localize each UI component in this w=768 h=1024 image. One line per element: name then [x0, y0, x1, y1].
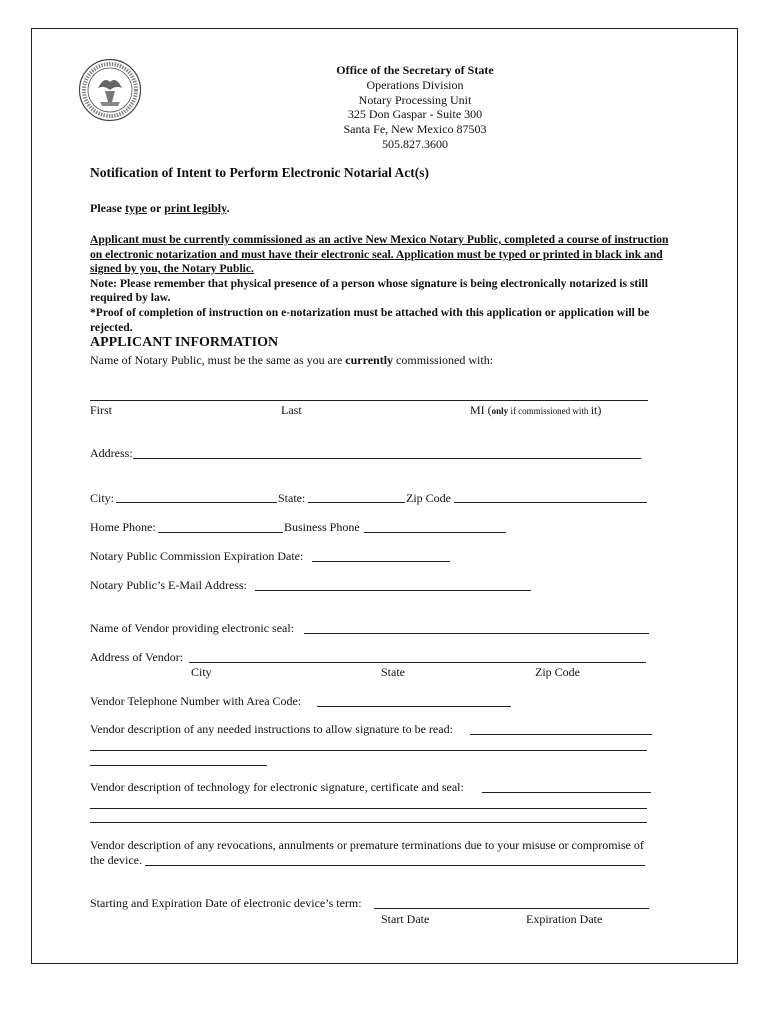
- device-term-label: Starting and Expiration Date of electronic device’s term:: [90, 896, 362, 910]
- please-type-instruction: [90, 201, 229, 216]
- section-title: APPLICANT INFORMATION: [90, 335, 279, 350]
- expiration-date-label: Expiration Date: [526, 912, 603, 926]
- middle-initial-label: [470, 403, 601, 418]
- mi-label-small: if commissioned with: [508, 406, 591, 416]
- vendor-revocations-label: Vendor description of any revocations, annulments or premature terminations due to your misuse or compromise of: [90, 838, 644, 852]
- home-phone-label: Home Phone:: [90, 520, 156, 534]
- expiration-label: Notary Public Commission Expiration Date:: [90, 549, 304, 563]
- business-phone-field[interactable]: [364, 532, 506, 533]
- mi-label-only: only: [491, 406, 509, 416]
- address-label: Address:: [90, 446, 133, 460]
- email-field[interactable]: [255, 590, 531, 591]
- zip-label: Zip Code: [406, 491, 451, 505]
- notice-proof: *Proof of completion of instruction on e-notarization must be attached with this application or application will be rejected.: [90, 305, 650, 334]
- city-address: Santa Fe, New Mexico 87503: [343, 122, 487, 137]
- name-instruction: [90, 353, 493, 368]
- applicant-notice: [90, 233, 680, 335]
- vendor-zip-label: Zip Code: [535, 665, 580, 679]
- division-name: Operations Division: [366, 77, 464, 92]
- mi-label-start: MI (: [470, 403, 492, 417]
- please-pre: Please: [90, 201, 122, 215]
- address-field[interactable]: [133, 458, 641, 459]
- name-instruction-post: commissioned with:: [393, 353, 494, 367]
- office-phone: 505.827.3600: [382, 136, 448, 151]
- vendor-phone-label: Vendor Telephone Number with Area Code:: [90, 694, 302, 708]
- device-term-field[interactable]: [374, 908, 649, 909]
- vendor-name-label: Name of Vendor providing electronic seal:: [90, 621, 295, 635]
- vendor-technology-line-2[interactable]: [90, 808, 647, 809]
- mi-label-end: it): [590, 403, 602, 417]
- vendor-revocations-label-2: the device.: [90, 853, 142, 867]
- name-instruction-bold: currently: [345, 353, 394, 367]
- business-phone-label: Business Phone: [284, 520, 360, 534]
- city-field[interactable]: [116, 502, 277, 503]
- please-type: type: [125, 201, 147, 215]
- vendor-technology-label: Vendor description of technology for electronic signature, certificate and seal:: [90, 780, 464, 794]
- unit-name: Notary Processing Unit: [358, 92, 472, 107]
- notice-requirements: Applicant must be currently commissioned as an active New Mexico Notary Public, completed a course of instruction on electronic notarization and must have their electronic seal. Application must be typed or printed in black ink and signed by you, the Notary Public.: [90, 233, 669, 276]
- state-seal-icon: [78, 58, 142, 122]
- vendor-city-label: City: [191, 665, 212, 679]
- vendor-technology-line-3[interactable]: [90, 822, 647, 823]
- state-field[interactable]: [308, 502, 405, 503]
- street-address: 325 Don Gaspar - Suite 300: [347, 107, 483, 122]
- vendor-state-label: State: [381, 665, 405, 679]
- state-label: State:: [278, 491, 306, 505]
- office-name: Office of the Secretary of State: [336, 63, 494, 77]
- vendor-instructions-line-3[interactable]: [90, 765, 267, 766]
- please-or: or: [150, 201, 162, 215]
- vendor-technology-field[interactable]: [482, 792, 651, 793]
- name-instruction-pre: Name of Notary Public, must be the same as you are: [90, 353, 346, 367]
- please-dot: .: [226, 201, 230, 215]
- email-label: Notary Public’s E-Mail Address:: [90, 578, 247, 592]
- office-header: [250, 63, 580, 152]
- vendor-instructions-line-2[interactable]: [90, 750, 647, 751]
- please-print: print legibly: [164, 201, 227, 215]
- start-date-label: Start Date: [381, 912, 430, 926]
- vendor-name-field[interactable]: [304, 633, 649, 634]
- vendor-phone-field[interactable]: [317, 706, 511, 707]
- expiration-field[interactable]: [312, 561, 450, 562]
- home-phone-field[interactable]: [158, 532, 283, 533]
- last-name-label: Last: [281, 403, 302, 417]
- vendor-address-label: Address of Vendor:: [90, 650, 184, 664]
- form-title: Notification of Intent to Perform Electronic Notarial Act(s): [90, 165, 430, 180]
- notice-note: Note: Please remember that physical presence of a person whose signature is being electronically notarized is still required by law.: [90, 276, 648, 305]
- name-field[interactable]: [90, 400, 648, 401]
- zip-field[interactable]: [454, 502, 647, 503]
- city-label: City:: [90, 491, 115, 505]
- vendor-revocations-field[interactable]: [145, 865, 645, 866]
- vendor-address-field[interactable]: [189, 662, 646, 663]
- first-name-label: First: [90, 403, 113, 417]
- vendor-instructions-label: Vendor description of any needed instructions to allow signature to be read:: [90, 722, 453, 736]
- vendor-instructions-field[interactable]: [470, 734, 652, 735]
